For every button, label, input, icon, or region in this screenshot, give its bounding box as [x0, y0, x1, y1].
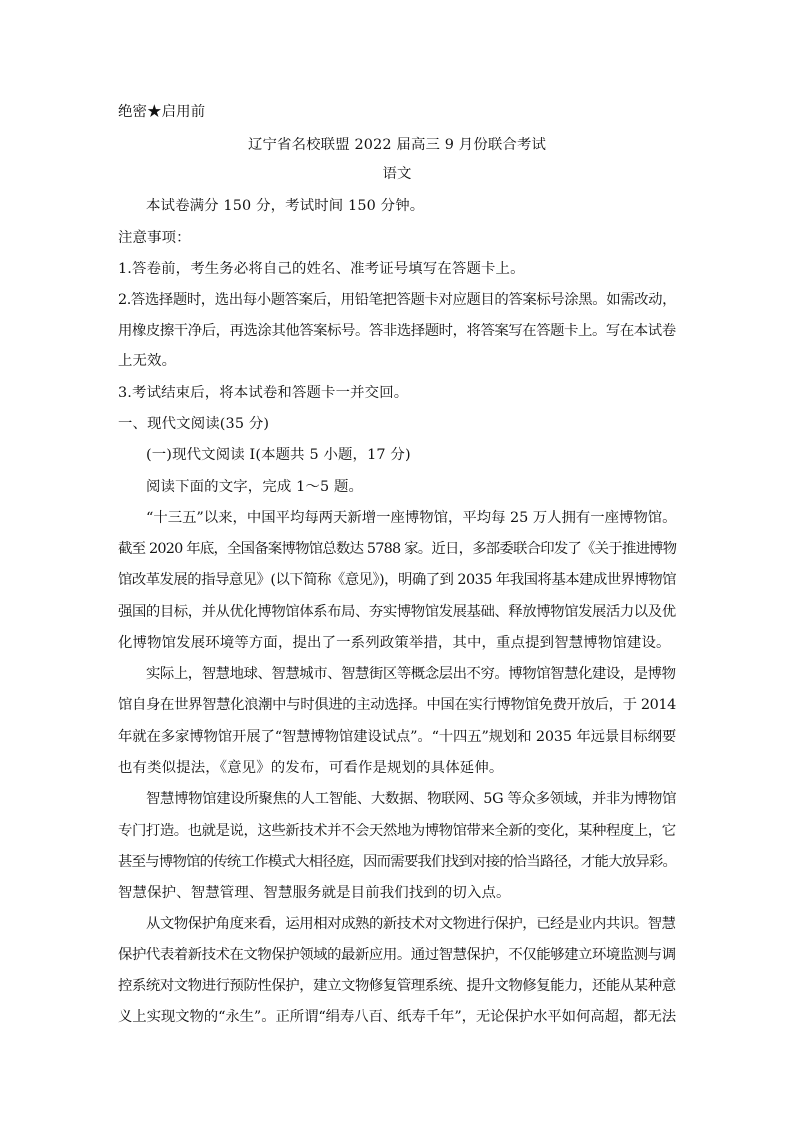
notice-heading: 注意事项： [118, 230, 191, 246]
passage-line: 保护代表着新技术在文物保护领域的最新应用。通过智慧保护，不仅能够建立环境监测与调 [118, 947, 676, 963]
score-time-note: 本试卷满分 150 分，考试时间 150 分钟。 [146, 198, 425, 214]
passage-line: 控系统对文物进行预防性保护，建立文物修复管理系统、提升文物修复能力，还能从某种意 [118, 978, 676, 994]
passage-line: 也有类似提法，《意见》的发布，可看作是规划的具体延伸。 [118, 760, 504, 776]
passage-line: 年就在多家博物馆开展了“智慧博物馆建设试点”。“十四五”规划和 2035 年远景目标纲要 [118, 729, 677, 745]
passage-line: 智慧保护、智慧管理、智慧服务就是目前我们找到的切入点。 [118, 885, 511, 901]
subject-title: 语文 [382, 166, 412, 182]
passage-line: 化博物馆发展环境等方面，提出了一系列政策举措，其中，重点提到智慧博物馆建设。 [118, 635, 671, 651]
passage-line: 从文物保护角度来看，运用相对成熟的新技术对文物进行保护，已经是业内共识。智慧 [146, 916, 676, 932]
section-heading: 一、现代文阅读(35 分) [118, 416, 270, 432]
secret-label: 绝密★启用前 [118, 104, 206, 120]
passage-line: 甚至与博物馆的传统工作模式大相径庭，因而需要我们找到对接的恰当路径，才能大放异彩。 [118, 854, 677, 870]
passage-line: “十三五”以来，中国平均每两天新增一座博物馆，平均每 25 万人拥有一座博物馆。 [146, 510, 677, 526]
exam-title: 辽宁省名校联盟 2022 届高三 9 月份联合考试 [247, 137, 547, 153]
notice-item-2-line-3: 上无效。 [118, 353, 177, 369]
passage-line: 专门打造。也就是说，这些新技术并不会天然地为博物馆带来全新的变化，某种程度上，它 [118, 823, 676, 839]
notice-item-1: 1.答卷前，考生务必将自己的姓名、准考证号填写在答题卡上。 [118, 261, 525, 277]
notice-item-2-line-2: 用橡皮擦干净后，再选涂其他答案标号。答非选择题时，将答案写在答题卡上。写在本试卷 [118, 323, 676, 339]
passage-line: 义上实现文物的“永生”。正所谓“绢寿八百、纸寿千年”，无论保护水平如何高超，都无法 [118, 1009, 677, 1025]
notice-item-2-line-1: 2.答选择题时，选出每小题答案后，用铅笔把答题卡对应题目的答案标号涂黑。如需改动， [118, 292, 677, 308]
section-sub-heading: (一)现代文阅读 I(本题共 5 小题，17 分) [146, 447, 411, 463]
passage-line: 馆自身在世界智慧化浪潮中与时俱进的主动选择。中国在实行博物馆免费开放后，于 2014 [118, 697, 676, 713]
passage-line: 强国的目标，并从优化博物馆体系布局、夯实博物馆发展基础、释放博物馆发展活力以及优 [118, 604, 676, 620]
passage-line: 实际上，智慧地球、智慧城市、智慧街区等概念层出不穷。博物馆智慧化建设，是博物 [146, 666, 676, 682]
passage-line: 馆改革发展的指导意见》(以下简称《意见》)，明确了到 2035 年我国将基本建成世界博物馆 [118, 572, 677, 588]
section-instruction: 阅读下面的文字，完成 1～5 题。 [146, 479, 364, 495]
passage-line: 截至 2020 年底，全国备案博物馆总数达 5788 家。近日，多部委联合印发了《关于推进博物 [118, 541, 677, 557]
notice-item-3: 3.考试结束后，将本试卷和答题卡一并交回。 [118, 385, 409, 401]
passage-line: 智慧博物馆建设所聚焦的人工智能、大数据、物联网、5G 等众多领域，并非为博物馆 [146, 791, 677, 807]
